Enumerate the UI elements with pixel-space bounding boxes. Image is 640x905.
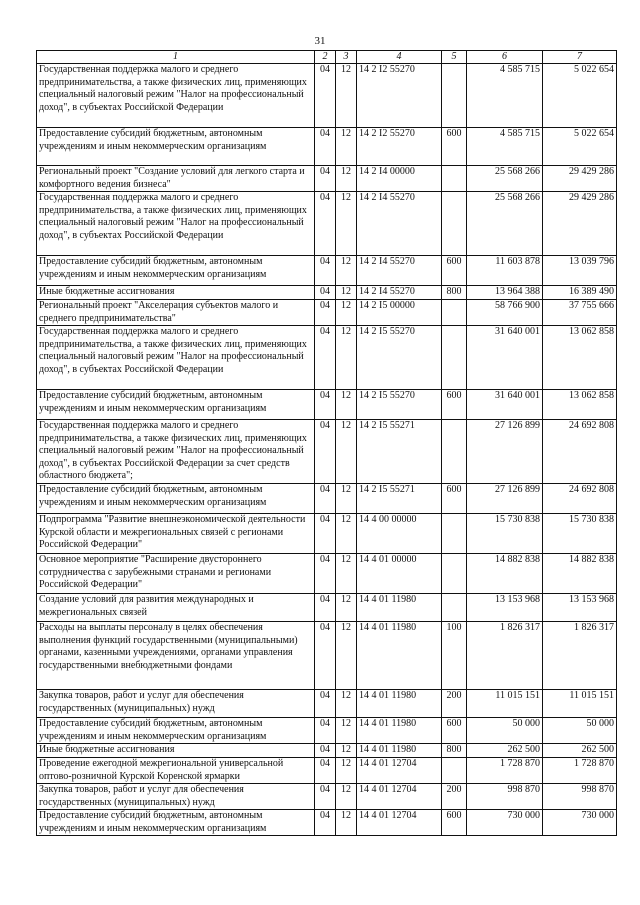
expense-type-code: 200 [442, 784, 467, 810]
amount-year-2: 13 039 796 [543, 256, 617, 286]
row-name: Государственная поддержка малого и среднего предпринимательства, а также физических лиц, применяющих специальный налоговый режим "Налог на профессиональный доход", в субъектах Российской Федерации [37, 64, 315, 128]
column-header: 6 [467, 51, 543, 64]
amount-year-1: 31 640 001 [467, 326, 543, 390]
amount-year-1: 31 640 001 [467, 390, 543, 420]
section-code: 04 [315, 390, 336, 420]
target-article-code: 14 2 I4 55270 [357, 192, 442, 256]
subsection-code: 12 [336, 690, 357, 718]
table-row [37, 64, 617, 128]
expense-type-code: 600 [442, 810, 467, 836]
expense-type-code [442, 326, 467, 390]
table-row [37, 166, 617, 192]
subsection-code: 12 [336, 128, 357, 166]
table-row [37, 128, 617, 166]
subsection-code: 12 [336, 300, 357, 326]
subsection-code: 12 [336, 810, 357, 836]
target-article-code: 14 2 I5 55271 [357, 420, 442, 484]
amount-year-2: 29 429 286 [543, 192, 617, 256]
row-name: Государственная поддержка малого и среднего предпринимательства, а также физических лиц, применяющих специальный налоговый режим "Налог на профессиональный доход", в субъектах Российской Федерации [37, 326, 315, 390]
amount-year-1: 50 000 [467, 718, 543, 744]
amount-year-2: 5 022 654 [543, 128, 617, 166]
amount-year-2: 37 755 666 [543, 300, 617, 326]
subsection-code: 12 [336, 758, 357, 784]
target-article-code: 14 4 01 11980 [357, 744, 442, 758]
header-row [37, 51, 617, 64]
subsection-code: 12 [336, 718, 357, 744]
target-article-code: 14 2 I2 55270 [357, 128, 442, 166]
section-code: 04 [315, 64, 336, 128]
expense-type-code: 800 [442, 744, 467, 758]
row-name: Региональный проект "Создание условий для легкого старта и комфортного ведения бизнеса" [37, 166, 315, 192]
amount-year-1: 4 585 715 [467, 64, 543, 128]
amount-year-1: 14 882 838 [467, 554, 543, 594]
target-article-code: 14 2 I5 55270 [357, 326, 442, 390]
row-name: Предоставление субсидий бюджетным, автономным учреждениям и иным некоммерческим организациям [37, 484, 315, 514]
table-row [37, 554, 617, 594]
row-name: Предоставление субсидий бюджетным, автономным учреждениям и иным некоммерческим организациям [37, 256, 315, 286]
section-code: 04 [315, 622, 336, 690]
subsection-code: 12 [336, 256, 357, 286]
row-name: Предоставление субсидий бюджетным, автономным учреждениям и иным некоммерческим организациям [37, 718, 315, 744]
amount-year-1: 262 500 [467, 744, 543, 758]
target-article-code: 14 2 I4 00000 [357, 166, 442, 192]
target-article-code: 14 4 01 12704 [357, 758, 442, 784]
subsection-code: 12 [336, 622, 357, 690]
column-header: 5 [442, 51, 467, 64]
section-code: 04 [315, 128, 336, 166]
table-row [37, 300, 617, 326]
expense-type-code [442, 514, 467, 554]
amount-year-2: 11 015 151 [543, 690, 617, 718]
subsection-code: 12 [336, 326, 357, 390]
table-row [37, 484, 617, 514]
row-name: Основное мероприятие "Расширение двустороннего сотрудничества с зарубежными странами и регионами Российской Федерации" [37, 554, 315, 594]
subsection-code: 12 [336, 420, 357, 484]
subsection-code: 12 [336, 286, 357, 300]
amount-year-1: 11 015 151 [467, 690, 543, 718]
section-code: 04 [315, 690, 336, 718]
expense-type-code [442, 192, 467, 256]
subsection-code: 12 [336, 64, 357, 128]
subsection-code: 12 [336, 554, 357, 594]
subsection-code: 12 [336, 514, 357, 554]
target-article-code: 14 2 I5 55270 [357, 390, 442, 420]
column-header: 4 [357, 51, 442, 64]
amount-year-2: 29 429 286 [543, 166, 617, 192]
amount-year-1: 730 000 [467, 810, 543, 836]
amount-year-1: 13 964 388 [467, 286, 543, 300]
amount-year-2: 50 000 [543, 718, 617, 744]
amount-year-2: 24 692 808 [543, 484, 617, 514]
subsection-code: 12 [336, 784, 357, 810]
subsection-code: 12 [336, 166, 357, 192]
target-article-code: 14 4 01 12704 [357, 784, 442, 810]
section-code: 04 [315, 810, 336, 836]
section-code: 04 [315, 420, 336, 484]
target-article-code: 14 4 00 00000 [357, 514, 442, 554]
amount-year-1: 58 766 900 [467, 300, 543, 326]
amount-year-1: 11 603 878 [467, 256, 543, 286]
amount-year-2: 14 882 838 [543, 554, 617, 594]
target-article-code: 14 2 I4 55270 [357, 256, 442, 286]
row-name: Предоставление субсидий бюджетным, автономным учреждениям и иным некоммерческим организациям [37, 128, 315, 166]
table-row [37, 286, 617, 300]
expense-type-code [442, 758, 467, 784]
target-article-code: 14 4 01 11980 [357, 622, 442, 690]
subsection-code: 12 [336, 192, 357, 256]
amount-year-2: 1 728 870 [543, 758, 617, 784]
amount-year-1: 998 870 [467, 784, 543, 810]
amount-year-2: 16 389 490 [543, 286, 617, 300]
subsection-code: 12 [336, 484, 357, 514]
row-name: Предоставление субсидий бюджетным, автономным учреждениям и иным некоммерческим организациям [37, 810, 315, 836]
table-row [37, 420, 617, 484]
target-article-code: 14 2 I5 55271 [357, 484, 442, 514]
expense-type-code: 600 [442, 390, 467, 420]
expense-type-code: 600 [442, 718, 467, 744]
table-row [37, 690, 617, 718]
expense-type-code [442, 64, 467, 128]
section-code: 04 [315, 326, 336, 390]
amount-year-1: 25 568 266 [467, 166, 543, 192]
row-name: Создание условий для развития международных и межрегиональных связей [37, 594, 315, 622]
section-code: 04 [315, 758, 336, 784]
target-article-code: 14 2 I4 55270 [357, 286, 442, 300]
table-row [37, 390, 617, 420]
table-row [37, 514, 617, 554]
target-article-code: 14 2 I5 00000 [357, 300, 442, 326]
row-name: Закупка товаров, работ и услуг для обеспечения государственных (муниципальных) нужд [37, 784, 315, 810]
amount-year-2: 24 692 808 [543, 420, 617, 484]
row-name: Предоставление субсидий бюджетным, автономным учреждениям и иным некоммерческим организациям [37, 390, 315, 420]
row-name: Расходы на выплаты персоналу в целях обеспечения выполнения функций государственными (муниципальными) органами, казенными учреждениями, органами управления государственными внебюджетными фондами [37, 622, 315, 690]
row-name: Иные бюджетные ассигнования [37, 744, 315, 758]
expense-type-code: 800 [442, 286, 467, 300]
expense-type-code: 600 [442, 484, 467, 514]
column-header: 2 [315, 51, 336, 64]
row-name: Региональный проект "Акселерация субъектов малого и среднего предпринимательства" [37, 300, 315, 326]
expense-type-code [442, 420, 467, 484]
budget-table [36, 50, 617, 836]
section-code: 04 [315, 484, 336, 514]
target-article-code: 14 4 01 00000 [357, 554, 442, 594]
table-row [37, 326, 617, 390]
section-code: 04 [315, 718, 336, 744]
expense-type-code: 600 [442, 256, 467, 286]
section-code: 04 [315, 514, 336, 554]
target-article-code: 14 4 01 11980 [357, 718, 442, 744]
target-article-code: 14 4 01 12704 [357, 810, 442, 836]
subsection-code: 12 [336, 744, 357, 758]
amount-year-2: 5 022 654 [543, 64, 617, 128]
expense-type-code [442, 166, 467, 192]
section-code: 04 [315, 286, 336, 300]
row-name: Закупка товаров, работ и услуг для обеспечения государственных (муниципальных) нужд [37, 690, 315, 718]
column-header: 1 [37, 51, 315, 64]
table-row [37, 744, 617, 758]
expense-type-code [442, 300, 467, 326]
section-code: 04 [315, 594, 336, 622]
amount-year-1: 1 826 317 [467, 622, 543, 690]
table-row [37, 192, 617, 256]
amount-year-2: 262 500 [543, 744, 617, 758]
row-name: Иные бюджетные ассигнования [37, 286, 315, 300]
section-code: 04 [315, 256, 336, 286]
amount-year-1: 13 153 968 [467, 594, 543, 622]
amount-year-2: 13 062 858 [543, 390, 617, 420]
table-row [37, 622, 617, 690]
target-article-code: 14 2 I2 55270 [357, 64, 442, 128]
expense-type-code: 100 [442, 622, 467, 690]
row-name: Государственная поддержка малого и среднего предпринимательства, а также физических лиц, применяющих специальный налоговый режим "Налог на профессиональный доход", в субъектах Российской Федерации [37, 192, 315, 256]
section-code: 04 [315, 192, 336, 256]
subsection-code: 12 [336, 594, 357, 622]
page-number: 31 [314, 35, 326, 47]
expense-type-code [442, 594, 467, 622]
column-header: 7 [543, 51, 617, 64]
table-row [37, 594, 617, 622]
section-code: 04 [315, 300, 336, 326]
section-code: 04 [315, 784, 336, 810]
target-article-code: 14 4 01 11980 [357, 594, 442, 622]
amount-year-1: 15 730 838 [467, 514, 543, 554]
expense-type-code [442, 554, 467, 594]
section-code: 04 [315, 744, 336, 758]
expense-type-code: 600 [442, 128, 467, 166]
column-header: 3 [336, 51, 357, 64]
amount-year-1: 1 728 870 [467, 758, 543, 784]
row-name: Государственная поддержка малого и среднего предпринимательства, а также физических лиц, применяющих специальный налоговый режим "Налог на профессиональный доход", в субъектах Российской Федерации за счет средств областного бюджета"; [37, 420, 315, 484]
table-row [37, 718, 617, 744]
section-code: 04 [315, 554, 336, 594]
row-name: Проведение ежегодной межрегиональной универсальной оптово-розничной Курской Коренской ярмарки [37, 758, 315, 784]
amount-year-1: 25 568 266 [467, 192, 543, 256]
table-row [37, 758, 617, 784]
table-row [37, 784, 617, 810]
amount-year-1: 4 585 715 [467, 128, 543, 166]
table-row [37, 256, 617, 286]
amount-year-2: 998 870 [543, 784, 617, 810]
expense-type-code: 200 [442, 690, 467, 718]
amount-year-2: 15 730 838 [543, 514, 617, 554]
table-row [37, 810, 617, 836]
amount-year-2: 1 826 317 [543, 622, 617, 690]
subsection-code: 12 [336, 390, 357, 420]
amount-year-1: 27 126 899 [467, 420, 543, 484]
row-name: Подпрограмма "Развитие внешнеэкономической деятельности Курской области и межрегиональных связей с регионами Российской Федерации" [37, 514, 315, 554]
target-article-code: 14 4 01 11980 [357, 690, 442, 718]
amount-year-2: 730 000 [543, 810, 617, 836]
amount-year-2: 13 062 858 [543, 326, 617, 390]
amount-year-1: 27 126 899 [467, 484, 543, 514]
section-code: 04 [315, 166, 336, 192]
amount-year-2: 13 153 968 [543, 594, 617, 622]
